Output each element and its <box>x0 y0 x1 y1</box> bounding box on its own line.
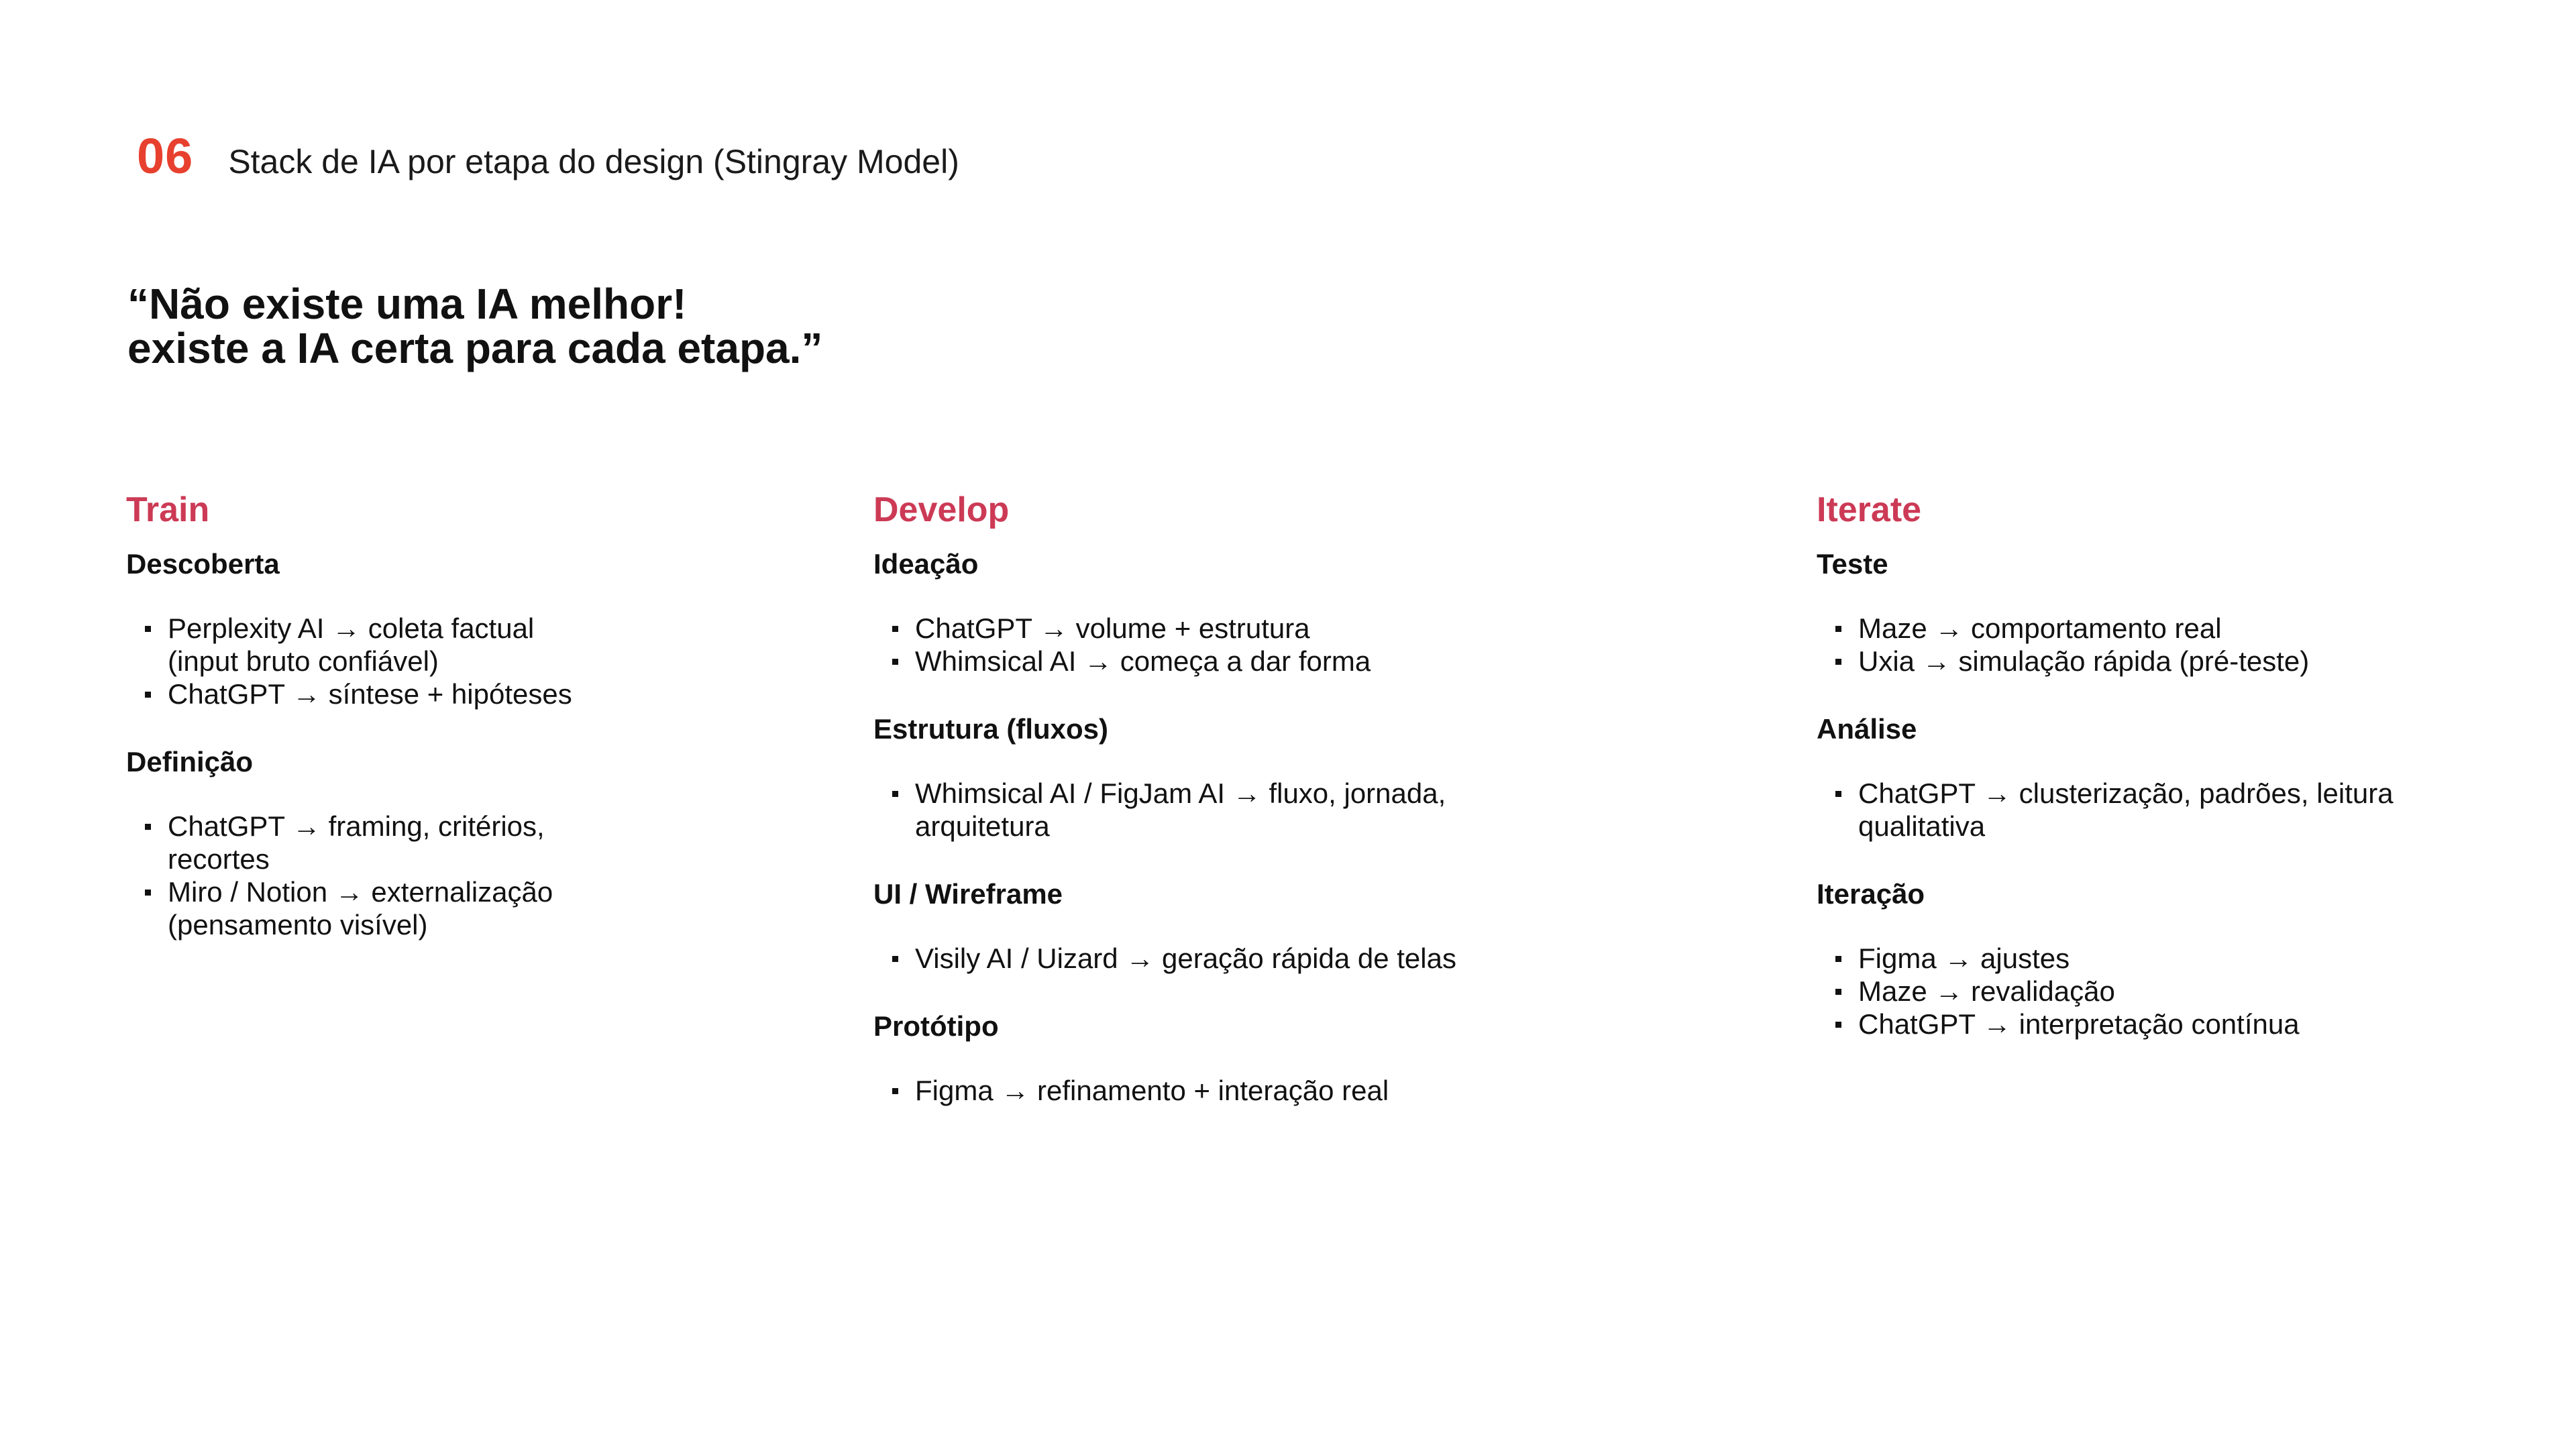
tool-list <box>873 942 1611 975</box>
group-title: Teste <box>1817 548 1888 580</box>
quote-line-1: “Não existe uma IA melhor! <box>127 280 687 328</box>
group-ui-wireframe <box>873 877 1611 975</box>
group-teste <box>1817 547 2487 678</box>
list-item <box>873 1074 1611 1107</box>
stage-title-develop: Develop <box>873 490 1010 529</box>
list-item-text: Miro / Notion → externalização (pensamento visível) <box>168 876 553 941</box>
headline-quote <box>127 282 822 370</box>
stage-title-train: Train <box>126 490 210 529</box>
group-title: Ideação <box>873 548 979 580</box>
tool-list <box>126 810 730 941</box>
list-item <box>873 777 1532 843</box>
group-estrutura <box>873 712 1611 843</box>
list-item-text: Maze → comportamento real <box>1858 612 2222 644</box>
tool-list <box>1817 612 2487 678</box>
list-item-text: ChatGPT → interpretação contínua <box>1858 1008 2300 1040</box>
tool-list <box>1817 942 2487 1040</box>
section-number: 06 <box>137 128 194 184</box>
group-title: Iteração <box>1817 878 1925 910</box>
tool-list <box>126 612 730 710</box>
list-item-text: Whimsical AI → começa a dar forma <box>915 645 1371 677</box>
group-title: Análise <box>1817 713 1917 745</box>
list-item <box>126 810 597 875</box>
group-definicao <box>126 745 730 941</box>
stage-title-iterate: Iterate <box>1817 490 1922 529</box>
list-item-text: Visily AI / Uizard → geração rápida de telas <box>915 943 1456 974</box>
quote-line-2: existe a IA certa para cada etapa.” <box>127 324 823 372</box>
group-analise <box>1817 712 2487 843</box>
tool-list <box>1817 777 2487 843</box>
list-item-text: Uxia → simulação rápida (pré-teste) <box>1858 645 2310 677</box>
list-item-text: Figma → ajustes <box>1858 943 2070 974</box>
group-title: Estrutura (fluxos) <box>873 713 1109 745</box>
list-item <box>1817 645 2487 678</box>
section-title: Stack de IA por etapa do design (Stingray Model) <box>228 143 959 180</box>
group-title: Descoberta <box>126 548 280 580</box>
column-train <box>126 484 730 976</box>
list-item <box>1817 612 2487 645</box>
group-title: Protótipo <box>873 1010 999 1042</box>
list-item <box>873 645 1611 678</box>
group-prototipo <box>873 1010 1611 1107</box>
group-descoberta <box>126 547 730 710</box>
list-item <box>873 942 1611 975</box>
slide-header <box>137 127 959 184</box>
group-title: UI / Wireframe <box>873 878 1063 910</box>
column-develop <box>873 484 1611 1142</box>
list-item <box>873 612 1611 645</box>
list-item-text: ChatGPT → clusterização, padrões, leitura qualitativa <box>1858 777 2394 842</box>
list-item <box>126 678 730 710</box>
list-item <box>1817 942 2487 975</box>
list-item <box>126 612 597 678</box>
list-item <box>1817 1008 2487 1040</box>
group-ideacao <box>873 547 1611 678</box>
list-item-text: Maze → revalidação <box>1858 975 2115 1007</box>
tool-list <box>873 777 1611 843</box>
column-iterate <box>1817 484 2487 1075</box>
tool-list <box>873 612 1611 678</box>
list-item <box>1817 777 2395 843</box>
list-item <box>126 875 624 941</box>
list-item-text: ChatGPT → síntese + hipóteses <box>168 678 572 710</box>
group-title: Definição <box>126 746 254 777</box>
list-item-text: Perplexity AI → coleta factual (input bruto confiável) <box>168 612 535 677</box>
list-item-text: ChatGPT → volume + estrutura <box>915 612 1310 644</box>
list-item-text: Figma → refinamento + interação real <box>915 1075 1389 1106</box>
list-item <box>1817 975 2487 1008</box>
list-item-text: Whimsical AI / FigJam AI → fluxo, jornada, arquitetura <box>915 777 1446 842</box>
list-item-text: ChatGPT → framing, critérios, recortes <box>168 810 545 875</box>
group-iteracao <box>1817 877 2487 1040</box>
tool-list <box>873 1074 1611 1107</box>
